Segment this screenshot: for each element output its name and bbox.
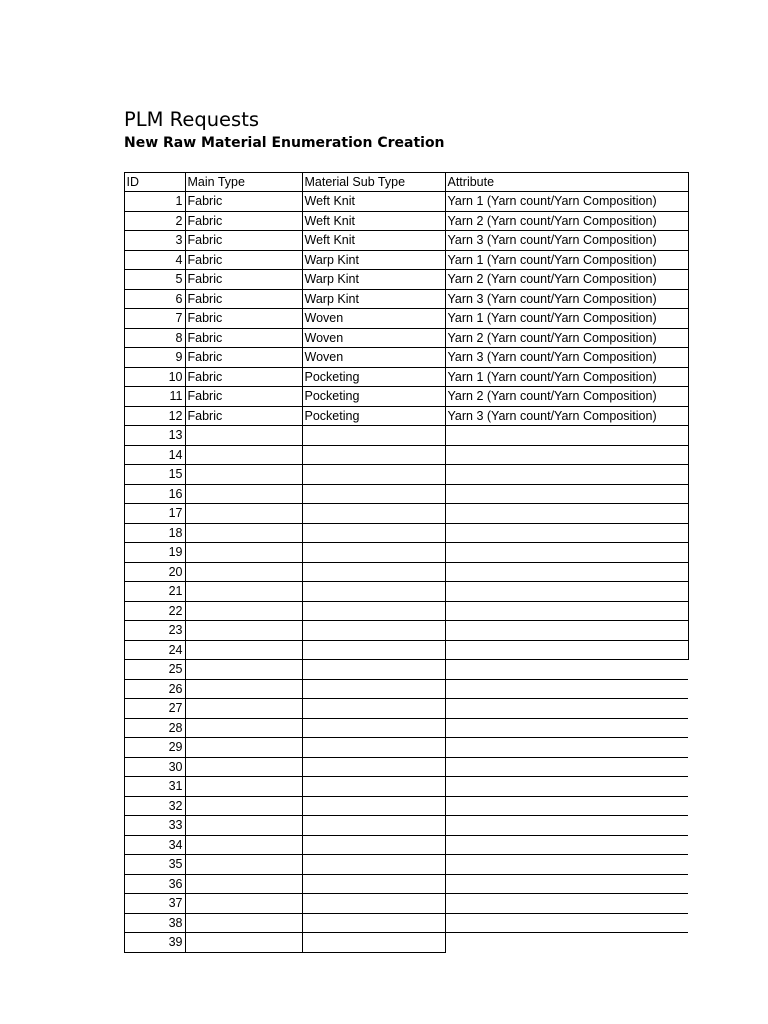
cell-material-sub-type [302, 874, 445, 894]
cell-id: 8 [124, 328, 185, 348]
cell-id: 32 [124, 796, 185, 816]
cell-material-sub-type [302, 660, 445, 680]
cell-attribute [445, 913, 688, 933]
cell-attribute [445, 621, 688, 641]
cell-main-type [185, 562, 302, 582]
cell-material-sub-type [302, 543, 445, 563]
cell-material-sub-type: Warp Kint [302, 270, 445, 290]
table-row [124, 231, 688, 251]
cell-id: 2 [124, 211, 185, 231]
cell-attribute [445, 933, 688, 953]
cell-attribute [445, 699, 688, 719]
cell-id: 20 [124, 562, 185, 582]
cell-main-type: Fabric [185, 387, 302, 407]
header-attribute: Attribute [445, 172, 688, 192]
cell-main-type [185, 933, 302, 953]
cell-main-type [185, 523, 302, 543]
cell-main-type [185, 874, 302, 894]
cell-material-sub-type: Woven [302, 348, 445, 368]
cell-attribute: Yarn 2 (Yarn count/Yarn Composition) [445, 270, 688, 290]
table-row [124, 484, 688, 504]
cell-material-sub-type: Weft Knit [302, 192, 445, 212]
cell-attribute [445, 445, 688, 465]
cell-material-sub-type: Pocketing [302, 406, 445, 426]
cell-attribute: Yarn 1 (Yarn count/Yarn Composition) [445, 367, 688, 387]
cell-material-sub-type: Weft Knit [302, 211, 445, 231]
cell-id: 4 [124, 250, 185, 270]
cell-material-sub-type [302, 757, 445, 777]
cell-main-type [185, 582, 302, 602]
cell-id: 14 [124, 445, 185, 465]
table-header-row [124, 172, 688, 192]
cell-id: 24 [124, 640, 185, 660]
cell-main-type [185, 484, 302, 504]
cell-attribute [445, 796, 688, 816]
cell-main-type: Fabric [185, 211, 302, 231]
table-row [124, 523, 688, 543]
cell-attribute [445, 582, 688, 602]
cell-main-type [185, 504, 302, 524]
page-subtitle: New Raw Material Enumeration Creation [124, 135, 445, 151]
cell-main-type: Fabric [185, 309, 302, 329]
table-row [124, 387, 688, 407]
cell-attribute [445, 777, 688, 797]
cell-attribute [445, 640, 688, 660]
cell-attribute [445, 718, 688, 738]
cell-id: 27 [124, 699, 185, 719]
page-title: PLM Requests [124, 108, 260, 131]
cell-main-type [185, 445, 302, 465]
cell-material-sub-type [302, 913, 445, 933]
cell-attribute: Yarn 2 (Yarn count/Yarn Composition) [445, 387, 688, 407]
cell-main-type [185, 426, 302, 446]
cell-material-sub-type [302, 484, 445, 504]
table-row [124, 582, 688, 602]
table-row [124, 933, 688, 953]
cell-main-type [185, 738, 302, 758]
cell-material-sub-type: Pocketing [302, 367, 445, 387]
table-row [124, 270, 688, 290]
cell-attribute [445, 835, 688, 855]
header-main-type: Main Type [185, 172, 302, 192]
cell-main-type: Fabric [185, 328, 302, 348]
cell-main-type [185, 835, 302, 855]
cell-material-sub-type: Warp Kint [302, 289, 445, 309]
cell-attribute: Yarn 1 (Yarn count/Yarn Composition) [445, 192, 688, 212]
cell-id: 10 [124, 367, 185, 387]
cell-main-type: Fabric [185, 270, 302, 290]
cell-material-sub-type [302, 718, 445, 738]
cell-id: 34 [124, 835, 185, 855]
cell-material-sub-type [302, 738, 445, 758]
table-row [124, 426, 688, 446]
table-row [124, 894, 688, 914]
cell-main-type [185, 601, 302, 621]
cell-id: 21 [124, 582, 185, 602]
cell-main-type [185, 913, 302, 933]
cell-id: 6 [124, 289, 185, 309]
cell-material-sub-type: Woven [302, 309, 445, 329]
cell-id: 18 [124, 523, 185, 543]
cell-main-type [185, 679, 302, 699]
cell-id: 13 [124, 426, 185, 446]
cell-attribute: Yarn 3 (Yarn count/Yarn Composition) [445, 231, 688, 251]
cell-id: 33 [124, 816, 185, 836]
cell-attribute [445, 874, 688, 894]
cell-attribute [445, 757, 688, 777]
cell-attribute [445, 894, 688, 914]
requests-table-body [124, 172, 688, 952]
table-row [124, 621, 688, 641]
cell-main-type [185, 718, 302, 738]
table-row [124, 835, 688, 855]
cell-attribute [445, 465, 688, 485]
table-row [124, 192, 688, 212]
cell-id: 1 [124, 192, 185, 212]
table-row [124, 913, 688, 933]
table-row [124, 211, 688, 231]
table-row [124, 738, 688, 758]
cell-material-sub-type [302, 699, 445, 719]
table-row [124, 328, 688, 348]
cell-material-sub-type: Weft Knit [302, 231, 445, 251]
cell-main-type [185, 816, 302, 836]
table-row [124, 250, 688, 270]
cell-material-sub-type [302, 835, 445, 855]
cell-main-type [185, 640, 302, 660]
cell-main-type [185, 894, 302, 914]
table-row [124, 660, 688, 680]
cell-id: 19 [124, 543, 185, 563]
cell-material-sub-type [302, 523, 445, 543]
cell-material-sub-type [302, 621, 445, 641]
cell-main-type: Fabric [185, 192, 302, 212]
cell-id: 3 [124, 231, 185, 251]
cell-id: 7 [124, 309, 185, 329]
table-row [124, 816, 688, 836]
table-row [124, 699, 688, 719]
cell-material-sub-type [302, 777, 445, 797]
cell-attribute [445, 601, 688, 621]
cell-main-type: Fabric [185, 348, 302, 368]
cell-id: 25 [124, 660, 185, 680]
table-row [124, 504, 688, 524]
cell-id: 11 [124, 387, 185, 407]
cell-material-sub-type: Warp Kint [302, 250, 445, 270]
cell-attribute [445, 504, 688, 524]
cell-material-sub-type [302, 601, 445, 621]
cell-attribute: Yarn 1 (Yarn count/Yarn Composition) [445, 309, 688, 329]
cell-attribute [445, 660, 688, 680]
header-material-sub-type: Material Sub Type [302, 172, 445, 192]
cell-material-sub-type [302, 504, 445, 524]
cell-attribute: Yarn 1 (Yarn count/Yarn Composition) [445, 250, 688, 270]
cell-main-type: Fabric [185, 289, 302, 309]
cell-id: 39 [124, 933, 185, 953]
cell-id: 30 [124, 757, 185, 777]
cell-id: 36 [124, 874, 185, 894]
cell-attribute [445, 855, 688, 875]
table-row [124, 465, 688, 485]
table-row [124, 348, 688, 368]
cell-id: 9 [124, 348, 185, 368]
cell-attribute: Yarn 3 (Yarn count/Yarn Composition) [445, 289, 688, 309]
cell-attribute: Yarn 2 (Yarn count/Yarn Composition) [445, 328, 688, 348]
cell-attribute [445, 484, 688, 504]
cell-id: 37 [124, 894, 185, 914]
cell-main-type: Fabric [185, 231, 302, 251]
cell-material-sub-type [302, 562, 445, 582]
cell-id: 22 [124, 601, 185, 621]
cell-attribute [445, 679, 688, 699]
cell-attribute: Yarn 3 (Yarn count/Yarn Composition) [445, 406, 688, 426]
cell-main-type [185, 660, 302, 680]
cell-material-sub-type [302, 894, 445, 914]
table-row [124, 640, 688, 660]
cell-main-type: Fabric [185, 250, 302, 270]
cell-id: 26 [124, 679, 185, 699]
cell-main-type [185, 777, 302, 797]
cell-main-type [185, 699, 302, 719]
header-id: ID [124, 172, 185, 192]
cell-attribute [445, 816, 688, 836]
cell-id: 35 [124, 855, 185, 875]
cell-material-sub-type [302, 582, 445, 602]
cell-attribute [445, 562, 688, 582]
table-row [124, 309, 688, 329]
table-row [124, 757, 688, 777]
cell-main-type [185, 796, 302, 816]
table-row [124, 289, 688, 309]
cell-main-type [185, 621, 302, 641]
cell-attribute [445, 426, 688, 446]
cell-id: 38 [124, 913, 185, 933]
table-row [124, 679, 688, 699]
cell-main-type [185, 465, 302, 485]
table-row [124, 796, 688, 816]
cell-id: 28 [124, 718, 185, 738]
cell-material-sub-type [302, 679, 445, 699]
cell-id: 17 [124, 504, 185, 524]
cell-material-sub-type [302, 640, 445, 660]
cell-id: 5 [124, 270, 185, 290]
table-row [124, 874, 688, 894]
cell-attribute [445, 523, 688, 543]
table-row [124, 445, 688, 465]
cell-material-sub-type: Woven [302, 328, 445, 348]
cell-material-sub-type [302, 426, 445, 446]
cell-id: 16 [124, 484, 185, 504]
cell-main-type: Fabric [185, 367, 302, 387]
table-row [124, 367, 688, 387]
cell-id: 31 [124, 777, 185, 797]
cell-main-type [185, 757, 302, 777]
cell-material-sub-type: Pocketing [302, 387, 445, 407]
cell-main-type [185, 855, 302, 875]
table-row [124, 855, 688, 875]
cell-main-type: Fabric [185, 406, 302, 426]
cell-material-sub-type [302, 855, 445, 875]
cell-id: 12 [124, 406, 185, 426]
cell-id: 15 [124, 465, 185, 485]
cell-material-sub-type [302, 796, 445, 816]
table-row [124, 406, 688, 426]
cell-material-sub-type [302, 933, 445, 953]
cell-attribute [445, 738, 688, 758]
cell-id: 29 [124, 738, 185, 758]
cell-id: 23 [124, 621, 185, 641]
cell-material-sub-type [302, 445, 445, 465]
table-row [124, 543, 688, 563]
cell-attribute: Yarn 2 (Yarn count/Yarn Composition) [445, 211, 688, 231]
cell-material-sub-type [302, 465, 445, 485]
cell-attribute: Yarn 3 (Yarn count/Yarn Composition) [445, 348, 688, 368]
cell-material-sub-type [302, 816, 445, 836]
table-row [124, 718, 688, 738]
requests-table [124, 172, 689, 953]
cell-main-type [185, 543, 302, 563]
table-row [124, 777, 688, 797]
cell-attribute [445, 543, 688, 563]
table-row [124, 562, 688, 582]
table-row [124, 601, 688, 621]
